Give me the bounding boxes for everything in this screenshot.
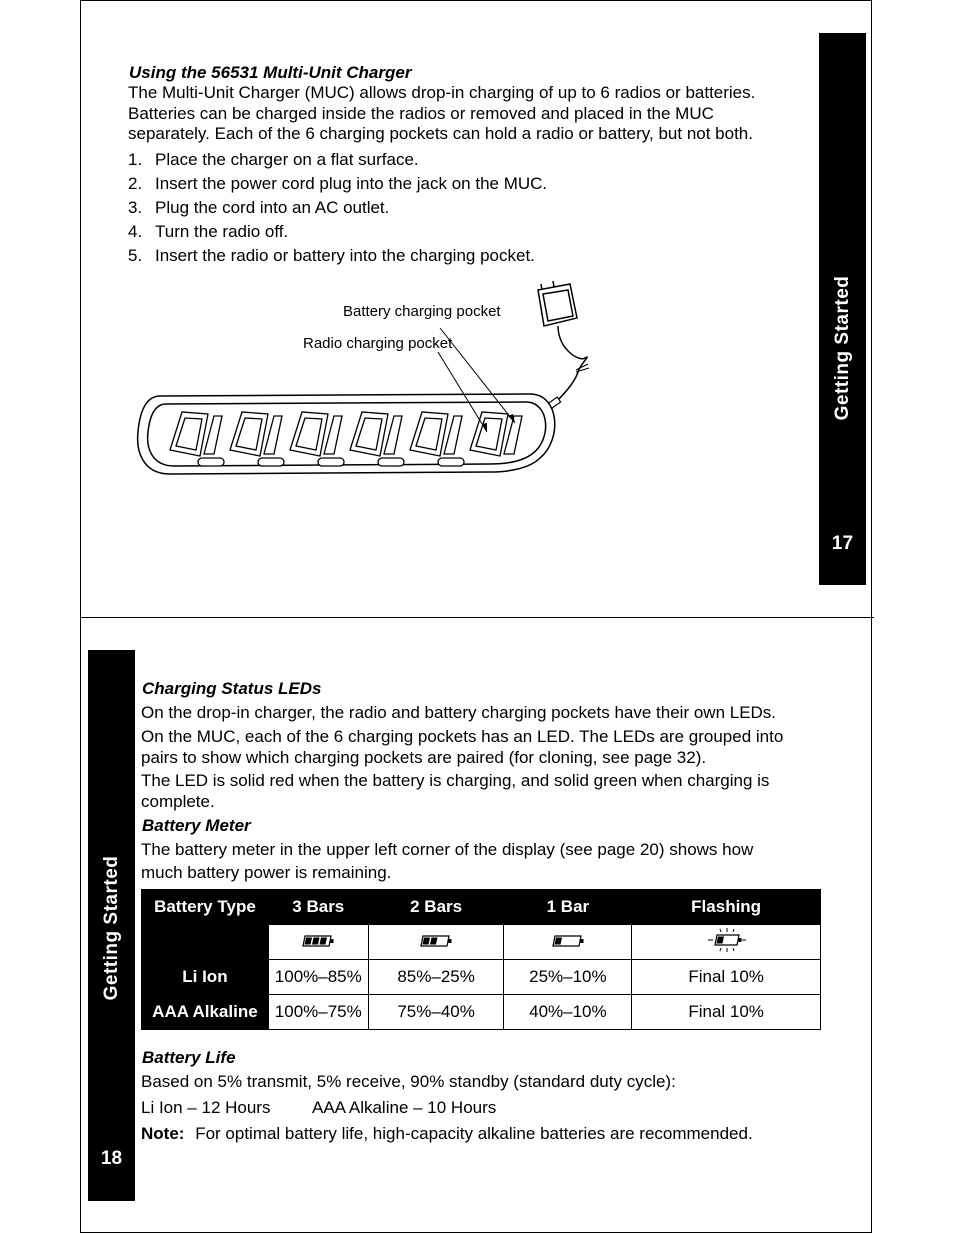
life-aaa: AAA Alkaline – 10 Hours: [312, 1098, 497, 1117]
power-adapter-icon: [538, 281, 577, 326]
table-cell: 75%–40%: [368, 995, 504, 1030]
life-liion: Li Ion – 12 Hours: [141, 1098, 271, 1117]
text-line: The battery meter in the upper left corner of the display (see page 20) shows how: [141, 840, 754, 859]
table-row: [142, 960, 821, 995]
page-number: 18: [100, 1148, 123, 1169]
table-cell: [368, 925, 504, 960]
table-cell: Final 10%: [632, 960, 821, 995]
table-cell: 25%–10%: [504, 960, 632, 995]
table-cell: Li Ion: [142, 960, 269, 995]
list-item: 1. Place the charger on a flat surface.: [128, 150, 419, 169]
table-cell: 85%–25%: [368, 960, 504, 995]
section-tab-top: [819, 33, 866, 585]
table-cell: [632, 925, 821, 960]
list-item: 3. Plug the cord into an AC outlet.: [128, 198, 390, 217]
column-header: 3 Bars: [268, 890, 368, 925]
battery-flashing-icon: [706, 928, 746, 952]
section-tab-label: Getting Started: [831, 275, 853, 421]
battery-3-bars-icon: [301, 935, 335, 947]
table-cell: 100%–85%: [268, 960, 368, 995]
list-item: 2. Insert the power cord plug into the jack on the MUC.: [128, 174, 548, 193]
text-line: On the MUC, each of the 6 charging pockets has an LED. The LEDs are grouped into: [141, 727, 784, 746]
table-cell: [504, 925, 632, 960]
page-number: 17: [831, 533, 854, 554]
list-item: 5. Insert the radio or battery into the charging pocket.: [128, 246, 535, 265]
meter-paragraph: [141, 840, 841, 883]
column-header: 2 Bars: [368, 890, 504, 925]
text-line: pairs to show which charging pockets are paired (for cloning, see page 32).: [141, 747, 707, 767]
table-row: [142, 995, 821, 1030]
led-paragraph-3: [141, 771, 841, 812]
led-paragraph-2: [141, 727, 841, 768]
battery-2-bars-icon: [419, 935, 453, 947]
text-line: separately. Each of the 6 charging pockets can hold a radio or battery, but not both.: [128, 124, 753, 143]
table-cell: Final 10%: [632, 995, 821, 1030]
callout-radio-pocket: Radio charging pocket: [303, 335, 453, 352]
led-heading: Charging Status LEDs: [142, 679, 322, 698]
table-cell: [268, 925, 368, 960]
callout-battery-pocket: Battery charging pocket: [343, 303, 501, 320]
life-heading: Battery Life: [142, 1048, 236, 1067]
column-header: Flashing: [632, 890, 821, 925]
text-line: complete.: [141, 791, 215, 811]
note-text: For optimal battery life, high-capacity alkaline batteries are recommended.: [195, 1124, 753, 1143]
charger-illustration: [130, 280, 600, 485]
steps-list: [128, 148, 808, 268]
list-item: 4. Turn the radio off.: [128, 222, 289, 241]
table-row: [142, 925, 821, 960]
led-paragraph-1: On the drop-in charger, the radio and battery charging pockets have their own LEDs.: [141, 703, 777, 722]
section-tab-bottom: [88, 650, 135, 1201]
table-cell: 40%–10%: [504, 995, 632, 1030]
intro-paragraph: [128, 83, 818, 145]
table-cell: AAA Alkaline: [142, 995, 269, 1030]
battery-meter-table: [141, 889, 821, 1030]
note-paragraph: [141, 1124, 841, 1145]
table-cell: [142, 925, 269, 960]
section-heading: Using the 56531 Multi-Unit Charger: [129, 63, 412, 82]
text-line: The LED is solid red when the battery is charging, and solid green when charging is: [141, 771, 770, 790]
meter-heading: Battery Meter: [142, 816, 251, 835]
life-paragraph: Based on 5% transmit, 5% receive, 90% standby (standard duty cycle):: [141, 1072, 676, 1091]
note-label: Note:: [141, 1124, 185, 1143]
section-tab-label: Getting Started: [100, 855, 122, 1001]
text-line: Batteries can be charged inside the radios or removed and placed in the MUC: [128, 103, 714, 123]
column-header: 1 Bar: [504, 890, 632, 925]
page-divider: [80, 617, 874, 618]
battery-1-bar-icon: [551, 935, 585, 947]
column-header: Battery Type: [142, 890, 269, 925]
text-line: The Multi-Unit Charger (MUC) allows drop-in charging of up to 6 radios or batteries.: [128, 83, 756, 102]
table-cell: 100%–75%: [268, 995, 368, 1030]
text-line: much battery power is remaining.: [141, 862, 392, 882]
table-header-row: [142, 890, 821, 925]
